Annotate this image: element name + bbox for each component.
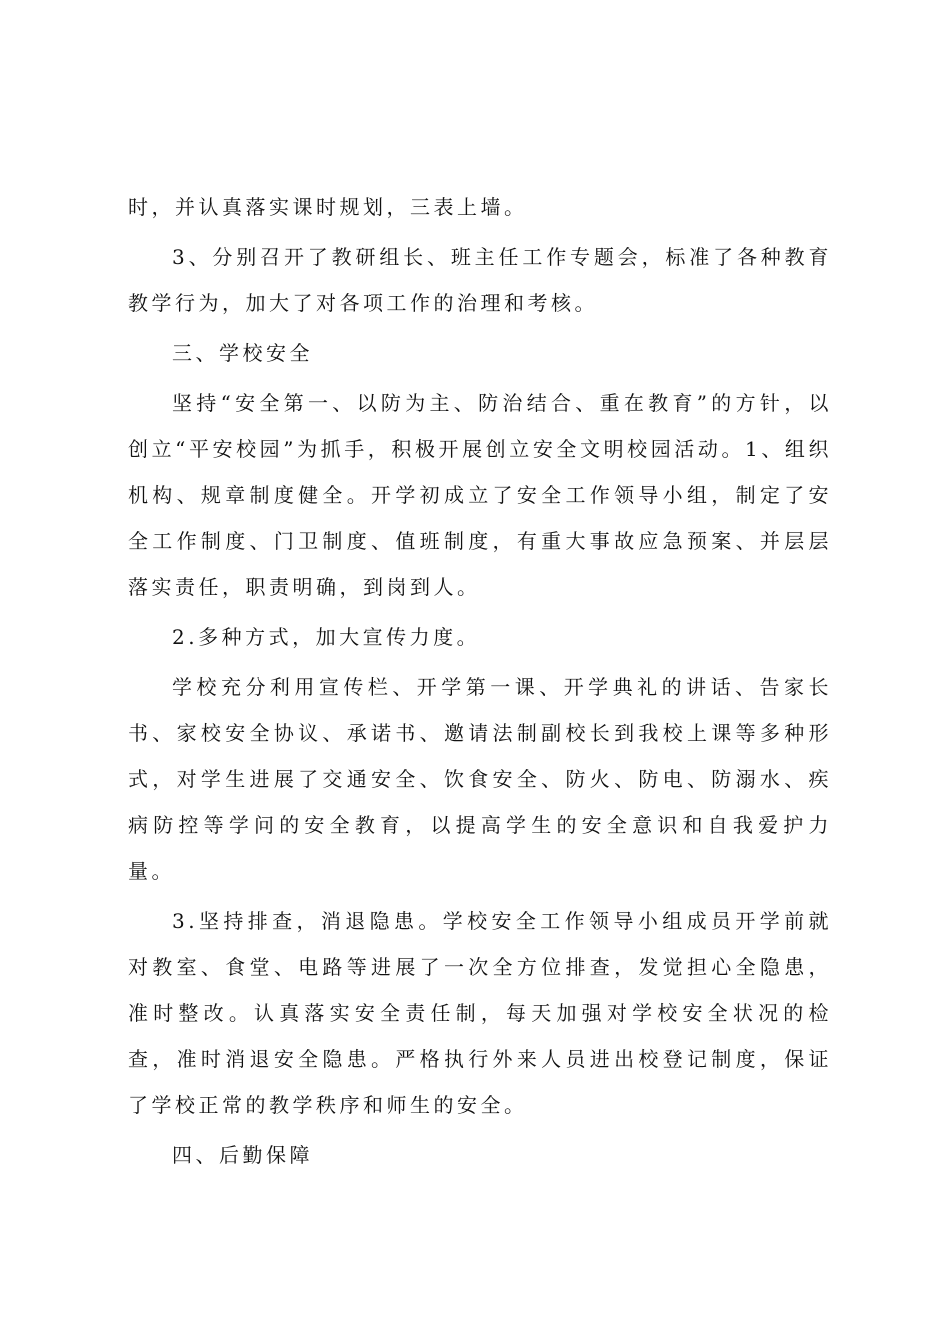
paragraph-item-3: 3、分别召开了教研组长、班主任工作专题会，标准了各种教育教学行为，加大了对各项工作的治理和考核。 (128, 245, 832, 315)
section-heading-logistics: 四、后勤保障 (172, 1143, 313, 1167)
paragraph-safety-policy: 坚持“安全第一、以防为主、防治结合、重在教育”的方针，以创立“平安校园”为抓手，积极开展创立安全文明校园活动。1、组织机构、规章制度健全。开学初成立了安全工作领导小组，制定了安全工作制度、门卫制度、值班制度，有重大事故应急预案、并层层落实责任，职责明确，到岗到人。 (128, 391, 832, 599)
paragraph-continuation: 时，并认真落实课时规划，三表上墙。 (128, 195, 528, 219)
paragraph-subheading-publicity: 2.多种方式，加大宣传力度。 (172, 625, 481, 649)
document-body (128, 184, 832, 1182)
section-heading-school-safety: 三、学校安全 (172, 341, 313, 365)
paragraph-inspection: 3.坚持排查，消退隐患。学校安全工作领导小组成员开学前就对教室、食堂、电路等进展了一次全方位排查，发觉担心全隐患，准时整改。认真落实安全责任制，每天加强对学校安全状况的检查，准时消退安全隐患。严格执行外来人员进出校登记制度，保证了学校正常的教学秩序和师生的安全。 (128, 909, 832, 1117)
paragraph-publicity-detail: 学校充分利用宣传栏、开学第一课、开学典礼的讲话、告家长书、家校安全协议、承诺书、邀请法制副校长到我校上课等多种形式，对学生进展了交通安全、饮食安全、防火、防电、防溺水、疾病防控等学问的安全教育，以提高学生的安全意识和自我爱护力量。 (128, 675, 832, 883)
